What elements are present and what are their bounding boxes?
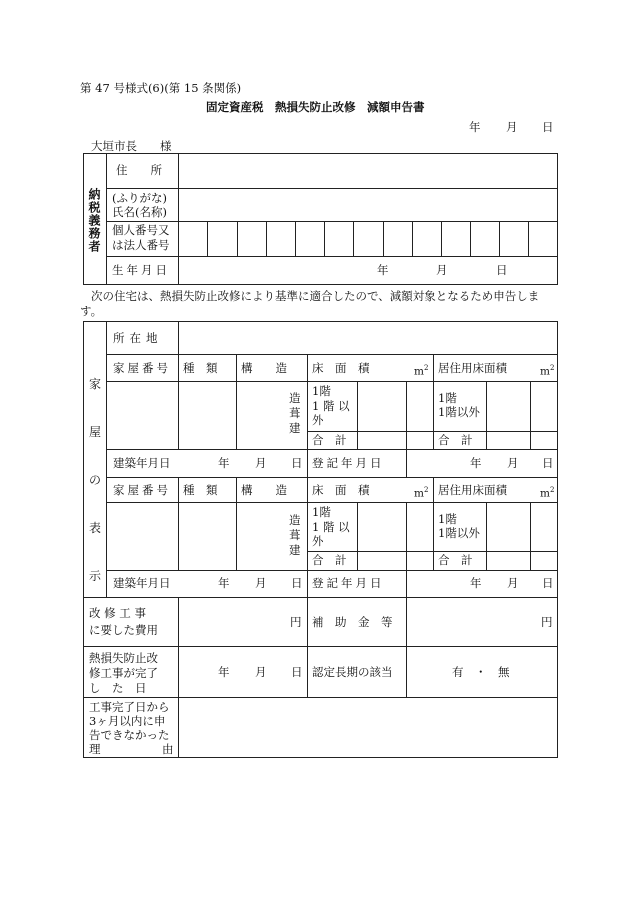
name-furigana-label: (ふりがな) <box>112 191 167 205</box>
registered-date-label-2: 登記年月日 <box>312 576 385 590</box>
structure-value: 造 葺 建 <box>289 391 301 435</box>
late-reason-field[interactable] <box>179 698 557 757</box>
res-floor-1-label-2: 1階 <box>438 512 457 526</box>
type-label-2: 種 類 <box>183 483 218 497</box>
built-day: 日 <box>291 456 303 470</box>
built-date-label-2: 建築年月日 <box>113 576 171 590</box>
structure-label-2: 構 造 <box>241 483 287 497</box>
type-field[interactable] <box>179 382 236 449</box>
registered-date-label: 登記年月日 <box>312 456 385 470</box>
personal-number-label-2: は法人番号 <box>112 238 170 252</box>
subsidy-field[interactable] <box>407 598 557 646</box>
location-label: 所在地 <box>113 331 163 345</box>
birth-month-label: 月 <box>436 263 448 277</box>
birth-day-label: 日 <box>496 263 508 277</box>
floor-other-label: 1 階 以 外 <box>312 399 350 427</box>
personal-number-field[interactable] <box>179 222 557 256</box>
late-reason-label-2: 3ヶ月以内に申 <box>89 714 166 728</box>
floor-area-unit: $m^2$ <box>414 364 429 378</box>
floor-area-label-2: 床 面 積 <box>312 483 370 497</box>
residential-area-unit-2: $m^2$ <box>540 486 555 500</box>
registered-year-2: 年 <box>470 576 482 590</box>
registered-month-2: 月 <box>507 576 519 590</box>
renovation-cost-label-1: 改 修 工 事 <box>89 606 146 620</box>
house-number-field-2[interactable] <box>107 503 178 570</box>
birth-date-label: 生年月日 <box>112 263 170 277</box>
date-month-label: 月 <box>506 120 518 134</box>
built-day-2: 日 <box>291 576 303 590</box>
built-year-2: 年 <box>218 576 230 590</box>
subsidy-label: 補 助 金 等 <box>312 615 393 629</box>
late-reason-label-4b: 由 <box>162 742 174 756</box>
name-field[interactable] <box>179 189 557 221</box>
registered-day-2: 日 <box>542 576 554 590</box>
completion-label-1: 熱損失防止改 <box>89 651 158 665</box>
residential-area-label-2: 居住用床面積 <box>438 483 507 497</box>
address-field[interactable] <box>179 154 557 188</box>
built-month-2: 月 <box>255 576 267 590</box>
res-total-label: 合 計 <box>438 433 473 447</box>
house-number-field[interactable] <box>107 382 178 449</box>
address-label: 住 所 <box>116 163 162 177</box>
residential-area-label: 居住用床面積 <box>438 361 507 375</box>
floor-1-label: 1階 <box>312 384 331 398</box>
floor-1-label-2: 1階 <box>312 505 331 519</box>
res-floor-other-label-2: 1階以外 <box>438 526 480 540</box>
built-date-label: 建築年月日 <box>113 456 171 470</box>
completion-month: 月 <box>255 665 267 679</box>
built-month: 月 <box>255 456 267 470</box>
certified-long-term-choice[interactable]: 有 ・ 無 <box>452 665 510 679</box>
house-number-label-2: 家屋番号 <box>113 483 171 497</box>
renovation-cost-field[interactable] <box>179 598 307 646</box>
completion-day: 日 <box>291 665 303 679</box>
date-year-label: 年 <box>469 120 481 134</box>
house-number-label: 家屋番号 <box>113 361 171 375</box>
floor-area-label: 床 面 積 <box>312 361 370 375</box>
late-reason-label-1: 工事完了日から <box>89 700 170 714</box>
registered-year: 年 <box>470 456 482 470</box>
location-field[interactable] <box>179 322 557 354</box>
built-year: 年 <box>218 456 230 470</box>
floor-other-label-2: 1 階 以 外 <box>312 520 350 548</box>
declaration-statement: 次の住宅は、熱損失防止改修により基準に適合したので、減額対象となるため申告します。 <box>80 289 540 318</box>
page-title: 固定資産税 熱損失防止改修 減額申告書 <box>206 100 425 114</box>
birth-year-label: 年 <box>377 263 389 277</box>
floor-total-label: 合 計 <box>312 433 347 447</box>
registered-month: 月 <box>507 456 519 470</box>
registered-day: 日 <box>542 456 554 470</box>
completion-year: 年 <box>218 665 230 679</box>
name-label: 氏名(名称) <box>112 205 167 219</box>
completion-label-2: 修工事が完了 <box>89 666 158 680</box>
subsidy-yen: 円 <box>541 615 553 629</box>
res-total-label-2: 合 計 <box>438 553 473 567</box>
residential-area-unit: $m^2$ <box>540 364 555 378</box>
renovation-cost-label-2: に要した費用 <box>89 623 158 637</box>
floor-area-unit-2: $m^2$ <box>414 486 429 500</box>
res-floor-1-label: 1階 <box>438 391 457 405</box>
date-day-label: 日 <box>542 120 554 134</box>
structure-value-2: 造 葺 建 <box>289 513 301 557</box>
addressee: 大垣市長 様 <box>91 139 172 153</box>
form-number: 第 47 号様式(6)(第 15 条関係) <box>80 81 242 95</box>
res-floor-other-label: 1階以外 <box>438 405 480 419</box>
renovation-cost-yen: 円 <box>290 615 302 629</box>
late-reason-label-4a: 理 <box>89 742 101 756</box>
certified-long-term-label: 認定長期の該当 <box>312 665 393 679</box>
completion-label-3: し た 日 <box>89 681 147 695</box>
house-section-label: 家 屋 の 表 示 <box>89 377 102 583</box>
late-reason-label-3: 告できなかった <box>89 728 170 742</box>
type-label: 種 類 <box>183 361 218 375</box>
structure-label: 構 造 <box>241 361 287 375</box>
personal-number-label-1: 個人番号又 <box>112 223 170 237</box>
taxpayer-section-label: 納税義務者 <box>87 188 101 253</box>
type-field-2[interactable] <box>179 503 236 570</box>
floor-total-label-2: 合 計 <box>312 553 347 567</box>
